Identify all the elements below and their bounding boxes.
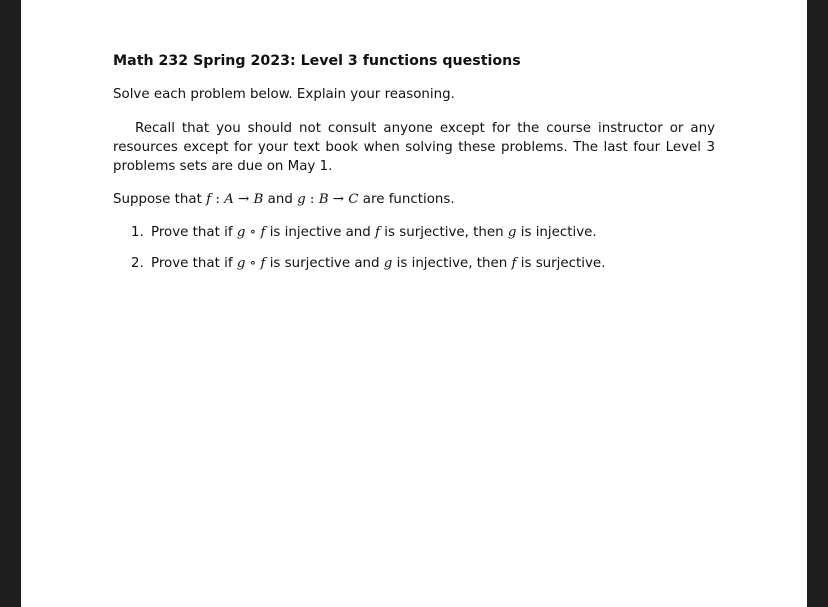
colon-1: : xyxy=(211,192,225,207)
colon-2: : xyxy=(305,192,319,207)
problem-text xyxy=(151,224,597,242)
setup-pre: Suppose that xyxy=(113,192,202,207)
var-f: f xyxy=(511,256,517,271)
setup-post: are functions. xyxy=(362,192,455,207)
set-b: B xyxy=(253,192,264,207)
problem-number: 2. xyxy=(131,256,144,271)
var-f: f xyxy=(260,225,266,240)
document-content xyxy=(113,52,715,286)
compose-operator: ∘ xyxy=(245,256,261,271)
problem-text-part: is injective, then xyxy=(396,256,508,271)
problem-item xyxy=(131,224,715,242)
var-g: g xyxy=(297,192,306,207)
set-a: A xyxy=(224,192,234,207)
var-g: g xyxy=(236,256,246,271)
problem-list xyxy=(113,224,715,273)
problem-text-part: is surjective. xyxy=(520,256,606,271)
instructions-text: Solve each problem below. Explain your reasoning. xyxy=(113,87,455,102)
var-f: f xyxy=(375,225,381,240)
var-g: g xyxy=(507,225,517,240)
setup-statement xyxy=(113,191,715,209)
problem-text-part: is surjective and xyxy=(269,256,380,271)
var-g: g xyxy=(236,225,246,240)
var-f: f xyxy=(206,192,212,207)
document-page xyxy=(21,0,807,607)
set-b-2: B xyxy=(318,192,329,207)
problem-text-part: is surjective, then xyxy=(384,225,504,240)
page-title: Math 232 Spring 2023: Level 3 functions questions xyxy=(113,53,521,69)
problem-text-part: Prove that if xyxy=(151,225,233,240)
policy-paragraph: Recall that you should not consult anyone except for the course instructor or any resources except for your text book when solving these problems. The last four Level 3 problems sets are due on May 1. xyxy=(113,121,715,174)
compose-operator: ∘ xyxy=(245,225,261,240)
var-f: f xyxy=(260,256,266,271)
problem-text-part: is injective. xyxy=(520,225,597,240)
arrow-1: → xyxy=(233,192,254,207)
arrow-2: → xyxy=(328,192,349,207)
var-g: g xyxy=(383,256,393,271)
problem-text xyxy=(151,255,605,273)
setup-and: and xyxy=(267,192,293,207)
set-c: C xyxy=(348,192,359,207)
problem-text-part: is injective and xyxy=(269,225,371,240)
problem-number: 1. xyxy=(131,225,144,240)
problem-item xyxy=(131,255,715,273)
problem-text-part: Prove that if xyxy=(151,256,233,271)
